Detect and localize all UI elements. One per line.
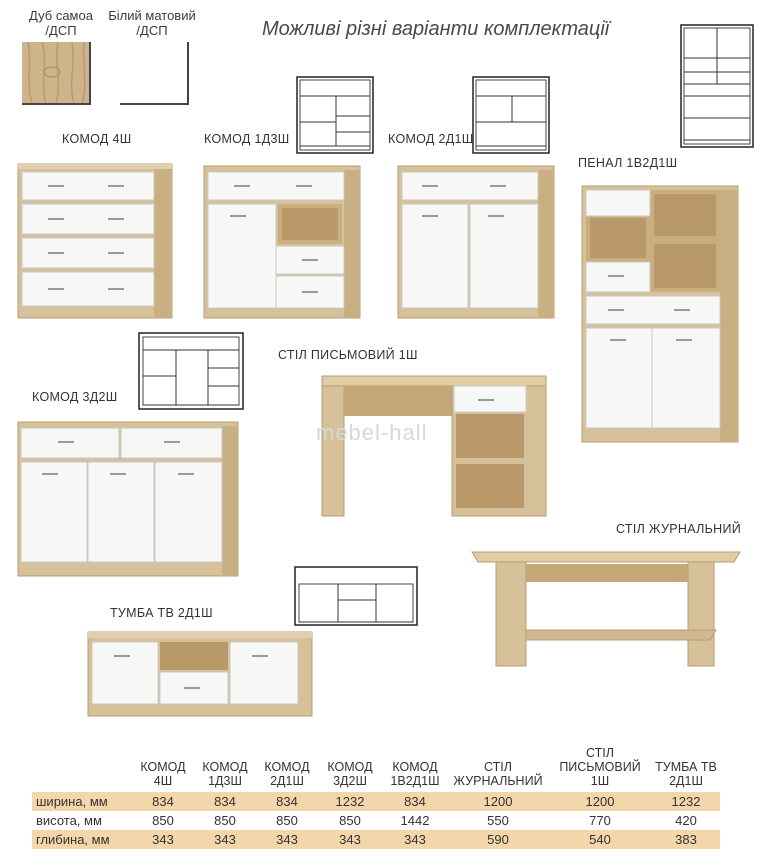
label-komod-4sh: КОМОД 4Ш	[62, 132, 132, 146]
table-cell: 834	[194, 792, 256, 811]
penal-line-drawing	[680, 24, 754, 150]
swatch-oak-material: /ДСП	[45, 23, 77, 38]
table-cell: 1442	[400, 813, 430, 828]
table-row-width	[32, 792, 720, 811]
label-penal: ПЕНАЛ 1В2Д1Ш	[578, 156, 678, 170]
swatch-oak-name: Дуб самоа	[29, 8, 93, 23]
table-cell: 343	[318, 830, 382, 849]
swatch-oak-texture	[22, 42, 92, 106]
swatch-white-material: /ДСП	[136, 23, 168, 38]
table-cell: 550	[487, 813, 509, 828]
komod-1d3sh-line-drawing	[296, 76, 374, 156]
table-cell: 834	[382, 792, 448, 811]
row-label: глибина, мм	[32, 830, 132, 849]
table-cell: 850	[339, 813, 361, 828]
komod-3d2sh-line-drawing	[138, 332, 246, 412]
swatch-oak-label	[20, 8, 102, 38]
table-cell: 1200	[548, 792, 652, 811]
komod-1d3sh-image	[204, 166, 362, 320]
tumba-tv-line-drawing	[294, 566, 418, 628]
table-header-empty	[32, 746, 132, 792]
label-komod-3d2sh: КОМОД 3Д2Ш	[32, 390, 118, 404]
table-header: КОМОД 1В2Д1Ш	[390, 760, 440, 788]
label-komod-1d3sh: КОМОД 1Д3Ш	[204, 132, 290, 146]
table-row-depth	[32, 830, 720, 849]
table-header: КОМОД 4Ш	[140, 760, 186, 788]
table-cell: 590	[448, 830, 548, 849]
swatch-white-texture	[120, 42, 190, 106]
komod-4sh-image	[18, 164, 174, 320]
row-label: висота, мм	[36, 813, 102, 828]
table-cell: 343	[382, 830, 448, 849]
stil-zhurnalnyi-image	[472, 546, 742, 670]
table-cell: 540	[548, 830, 652, 849]
table-header: КОМОД 1Д3Ш	[202, 760, 248, 788]
row-label: ширина, мм	[32, 792, 132, 811]
table-cell: 1232	[318, 792, 382, 811]
table-header-row	[32, 746, 720, 792]
table-cell: 383	[652, 830, 720, 849]
table-header: СТІЛ ЖУРНАЛЬНИЙ	[453, 760, 543, 788]
swatch-white-label	[104, 8, 200, 38]
table-cell: 850	[214, 813, 236, 828]
table-cell: 834	[256, 792, 318, 811]
table-header: ТУМБА ТВ 2Д1Ш	[655, 760, 717, 788]
label-stil-zhurnalnyi: СТІЛ ЖУРНАЛЬНИЙ	[616, 522, 742, 536]
label-komod-2d1sh: КОМОД 2Д1Ш	[388, 132, 474, 146]
page-title: Можливі різні варіанти комплектації	[262, 18, 610, 40]
table-cell: 1232	[652, 792, 720, 811]
table-row-height	[32, 811, 720, 830]
komod-2d1sh-image	[398, 166, 556, 320]
specs-table	[32, 746, 720, 849]
table-cell: 770	[589, 813, 611, 828]
table-cell: 343	[256, 830, 318, 849]
label-tumba-tv: ТУМБА ТВ 2Д1Ш	[110, 606, 213, 620]
table-cell: 834	[132, 792, 194, 811]
table-cell: 1200	[448, 792, 548, 811]
komod-2d1sh-line-drawing	[472, 76, 550, 156]
table-header: КОМОД 3Д2Ш	[327, 760, 373, 788]
swatch-white-name: Білий матовий	[108, 8, 196, 23]
label-stil-pysmovyi: СТІЛ ПИСЬМОВИЙ 1Ш	[278, 348, 418, 362]
table-cell: 850	[276, 813, 298, 828]
table-header: СТІЛ ПИСЬМОВИЙ 1Ш	[559, 746, 641, 788]
komod-3d2sh-image	[18, 422, 240, 578]
stil-pysmovyi-image	[318, 374, 550, 522]
watermark: mebel-hall	[316, 420, 428, 445]
table-header: КОМОД 2Д1Ш	[264, 760, 310, 788]
table-cell: 343	[194, 830, 256, 849]
penal-image	[582, 186, 740, 444]
tumba-tv-image	[88, 632, 316, 720]
table-cell: 343	[132, 830, 194, 849]
table-cell: 850	[152, 813, 174, 828]
table-cell: 420	[675, 813, 697, 828]
